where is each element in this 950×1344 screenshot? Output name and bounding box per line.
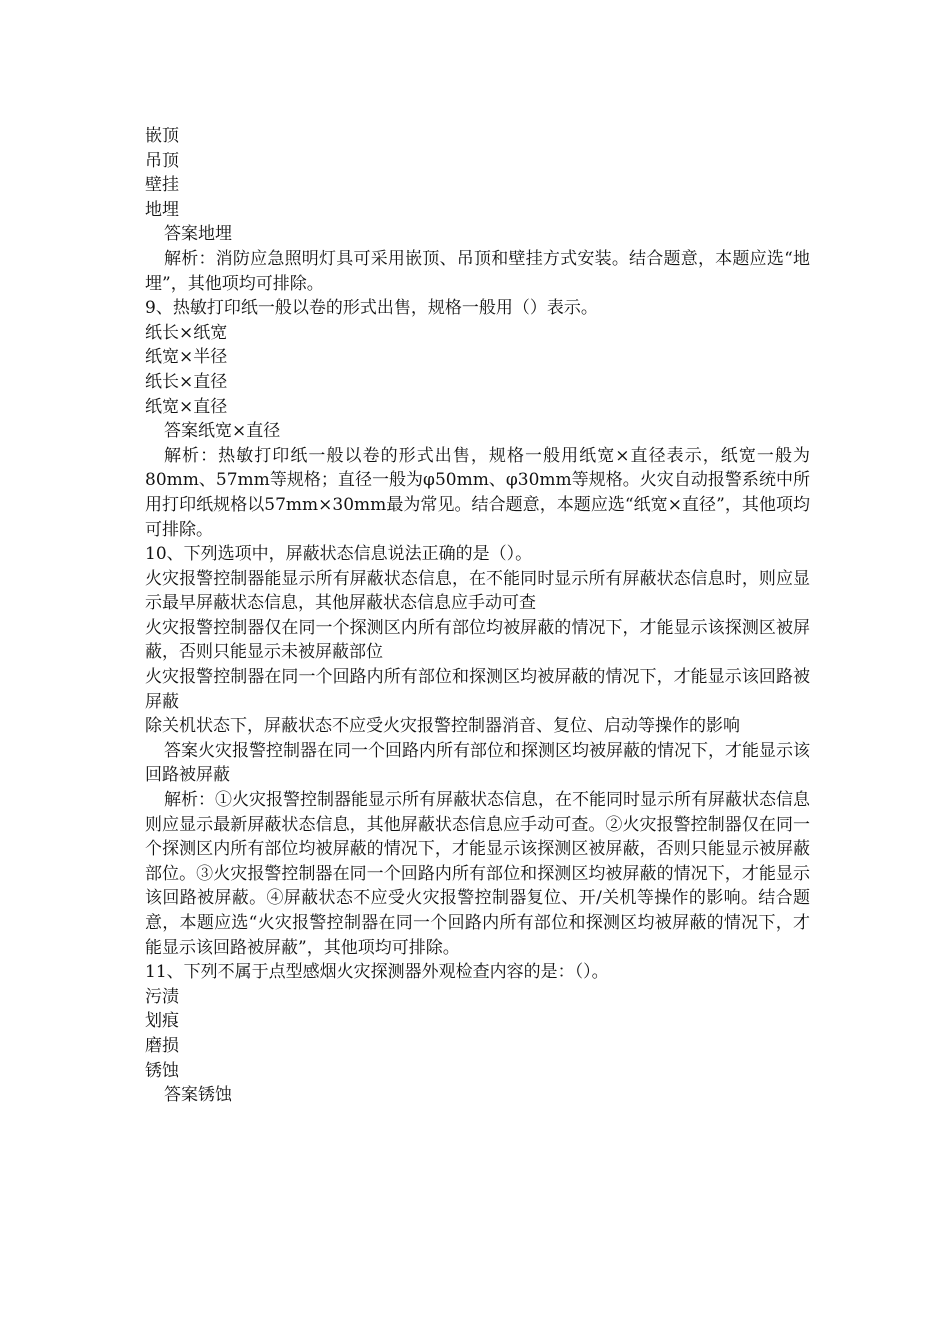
q11-question: 11、下列不属于点型感烟火灾探测器外观检查内容的是：（）。 bbox=[145, 962, 609, 983]
q10-option-b: 火灾报警控制器仅在同一个探测区内所有部位均被屏蔽的情况下，才能显示该探测区被屏蔽，否则只能显示未被屏蔽部位 bbox=[145, 617, 810, 663]
q11-option-b: 划痕 bbox=[145, 1011, 179, 1032]
document-page bbox=[145, 124, 810, 1108]
q10-option-a: 火灾报警控制器能显示所有屏蔽状态信息，在不能同时显示所有屏蔽状态信息时，则应显示最早屏蔽状态信息，其他屏蔽状态信息应手动可查 bbox=[145, 568, 810, 614]
q9-option-d: 纸宽×直径 bbox=[145, 396, 228, 417]
q11-option-c: 磨损 bbox=[145, 1035, 179, 1056]
q10-analysis: 解析：①火灾报警控制器能显示所有屏蔽状态信息，在不能同时显示所有屏蔽状态信息则应显示最新屏蔽状态信息，其他屏蔽状态信息应手动可查。②火灾报警控制器仅在同一个探测区内所有部位均被屏蔽的情况下，才能显示该探测区被屏蔽，否则只能显示被屏蔽部位。③火灾报警控制器在同一个回路内所有部位和探测区均被屏蔽的情况下，才能显示该回路被屏蔽。④屏蔽状态不应受火灾报警控制器复位、开/关机等操作的影响。结合题意，本题应选“火灾报警控制器在同一个回路内所有部位和探测区均被屏蔽的情况下，才能显示该回路被屏蔽”，其他项均可排除。 bbox=[145, 790, 810, 958]
q9-option-c: 纸长×直径 bbox=[145, 371, 228, 392]
q8-answer: 答案地埋 bbox=[164, 224, 232, 245]
q10-option-c: 火灾报警控制器在同一个回路内所有部位和探测区均被屏蔽的情况下，才能显示该回路被屏蔽 bbox=[145, 667, 810, 712]
q10-answer: 答案火灾报警控制器在同一个回路内所有部位和探测区均被屏蔽的情况下，才能显示该回路被屏蔽 bbox=[145, 740, 810, 786]
q8-option-c: 壁挂 bbox=[145, 175, 179, 196]
q8-option-a: 嵌顶 bbox=[145, 126, 179, 146]
q11-answer: 答案锈蚀 bbox=[164, 1085, 232, 1106]
q9-answer: 答案纸宽×直径 bbox=[164, 421, 281, 442]
q10-question: 10、下列选项中，屏蔽状态信息说法正确的是（）。 bbox=[145, 544, 533, 565]
q10-option-d: 除关机状态下，屏蔽状态不应受火灾报警控制器消音、复位、启动等操作的影响 bbox=[145, 716, 740, 737]
q9-option-a: 纸长×纸宽 bbox=[145, 322, 228, 343]
q8-analysis: 解析：消防应急照明灯具可采用嵌顶、吊顶和壁挂方式安装。结合题意，本题应选“地埋”，其他项均可排除。 bbox=[145, 248, 810, 294]
q9-question: 9、热敏打印纸一般以卷的形式出售，规格一般用（）表示。 bbox=[145, 298, 598, 319]
q8-option-b: 吊顶 bbox=[145, 150, 179, 171]
q9-option-b: 纸宽×半径 bbox=[145, 347, 228, 368]
q11-option-d: 锈蚀 bbox=[145, 1060, 179, 1081]
q8-option-d: 地埋 bbox=[145, 199, 179, 220]
q9-analysis: 解析：热敏打印纸一般以卷的形式出售，规格一般用纸宽×直径表示，纸宽一般为80mm、57mm等规格；直径一般为φ50mm、φ30mm等规格。火灾自动报警系统中所用打印纸规格以57mm×30mm最为常见。结合题意，本题应选“纸宽×直径”，其他项均可排除。 bbox=[145, 445, 810, 540]
q11-option-a: 污渍 bbox=[145, 986, 179, 1007]
